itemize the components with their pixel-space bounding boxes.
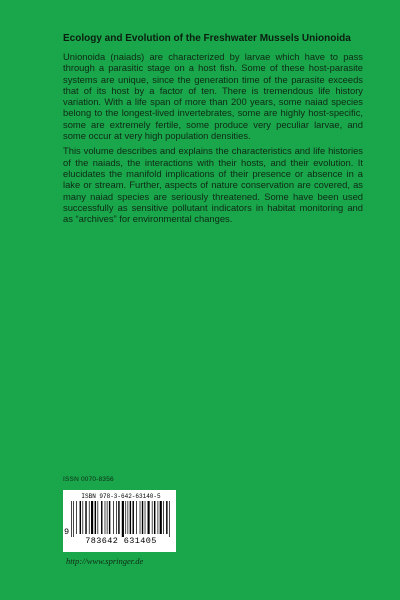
ean-first-digit: 9 [64, 527, 70, 537]
description-paragraph-2: This volume describes and explains the characteristics and life histories of the naiads, the interactions with their hosts, and their evolution. It elucidates the manifold implications of their presence or absence in a lake or stream. Further, aspects of nature conservation are covered, as many naiad species are seriously threatened. Some have been used successfully as sensitive pollutant indicators in habitat monitoring and as “archives” for environmental changes. [63, 145, 363, 225]
barcode-box [63, 490, 176, 552]
publisher-url[interactable]: http://www.springer.de [66, 556, 144, 566]
description-paragraph-1: Unionoida (naiads) are characterized by larvae which have to pass through a parasitic stage on a host fish. Some of these host-parasite systems are unique, since the generation time of the parasite exceeds that of its host by a factor of ten. There is tremendous life history variation. With a life span of more than 200 years, some naiad species belong to the longest-lived invertebrates, some are highly host-specific, some are extremely fertile, some produce very peculiar larvae, and some occur at very high population densities. [63, 51, 363, 142]
ean-number [64, 527, 172, 546]
ean-digits: 783642 631405 [85, 536, 157, 546]
isbn-label: ISBN 978-3-642-63140-5 [81, 493, 161, 500]
issn-label: ISSN 0070-8356 [63, 476, 114, 483]
barcode-image [70, 501, 172, 537]
description-block [63, 33, 363, 228]
book-title: Ecology and Evolution of the Freshwater Mussels Unionoida [63, 33, 351, 44]
